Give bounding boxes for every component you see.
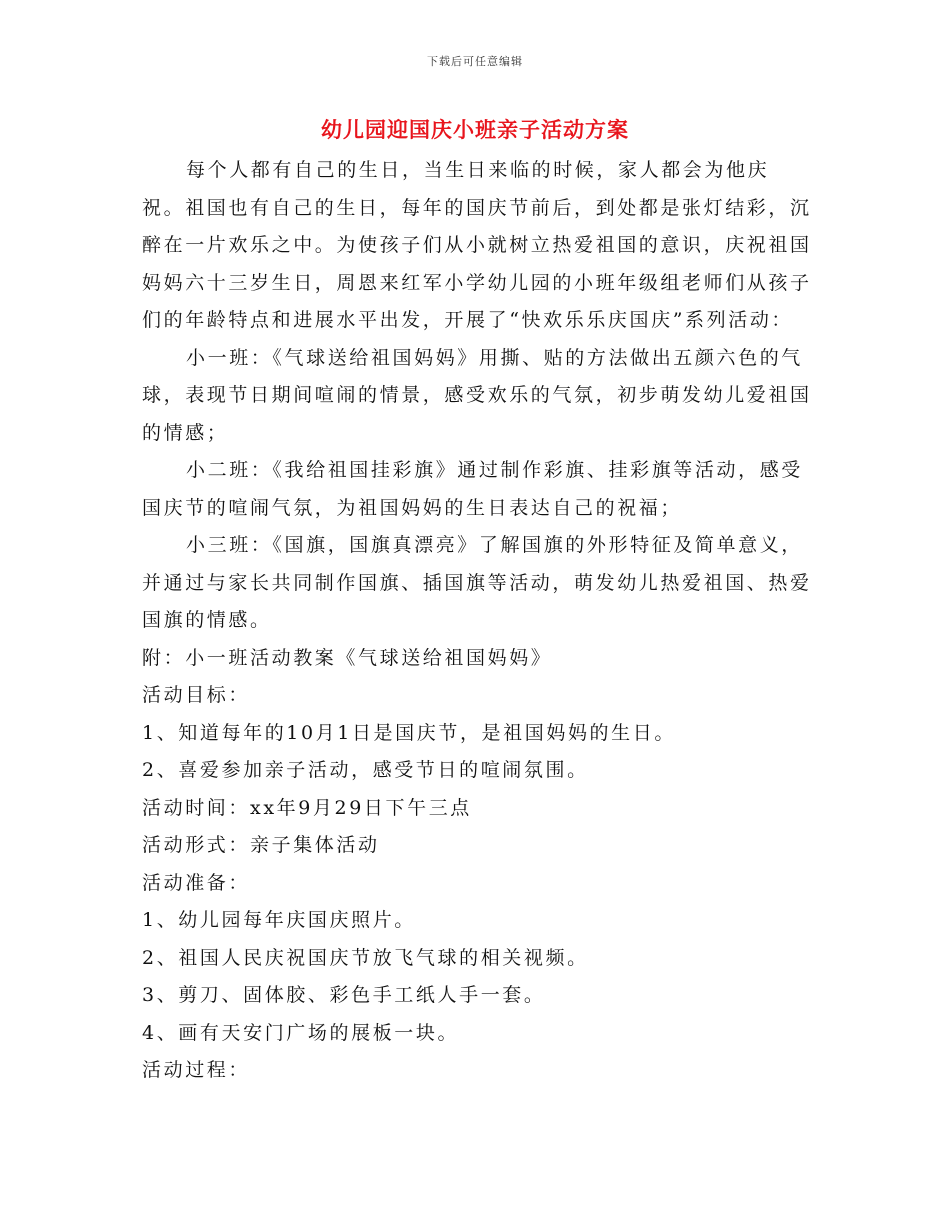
class-two-paragraph: 小二班：《我给祖国挂彩旗》通过制作彩旗、挂彩旗等活动，感受国庆节的喧闹气氛，为祖国妈妈的生日表达自己的祝福；: [142, 459, 803, 519]
preparation-item-4: 4、画有天安门广场的展板一块。: [142, 1021, 460, 1044]
goal-item-2: 2、喜爱参加亲子活动，感受节日的喧闹氛围。: [142, 759, 589, 781]
document-body: [142, 152, 812, 1090]
page-header-note: 下载后可任意编辑: [427, 55, 523, 68]
activity-form-line: 活动形式：亲子集体活动: [142, 834, 380, 856]
activity-time-line: 活动时间：xx年9月29日下午三点: [142, 796, 472, 819]
appendix-line: 附：小一班活动教案《气球送给祖国妈妈》: [142, 646, 553, 669]
goal-item-1: 1、知道每年的10月1日是国庆节，是祖国妈妈的生日。: [142, 721, 676, 744]
intro-paragraph: 每个人都有自己的生日，当生日来临的时候，家人都会为他庆祝。祖国也有自己的生日，每年的国庆节前后，到处都是张灯结彩，沉醉在一片欢乐之中。为使孩子们从小就树立热爱祖国的意识，庆祝祖国妈妈六十三岁生日，周恩来红军小学幼儿园的小班年级组老师们从孩子们的年龄特点和进展水平出发，开展了“快欢乐乐庆国庆”系列活动：: [142, 159, 812, 331]
document-title: 幼儿园迎国庆小班亲子活动方案: [321, 117, 629, 142]
class-one-paragraph: 小一班：《气球送给祖国妈妈》用撕、贴的方法做出五颜六色的气球，表现节日期间喧闹的情景，感受欢乐的气氛，初步萌发幼儿爱祖国的情感；: [142, 346, 812, 444]
section-heading-process: 活动过程：: [142, 1059, 251, 1081]
preparation-item-2: 2、祖国人民庆祝国庆节放飞气球的相关视频。: [142, 946, 589, 969]
preparation-item-1: 1、幼儿园每年庆国庆照片。: [142, 909, 416, 931]
section-heading-preparation: 活动准备：: [142, 871, 251, 894]
class-three-paragraph: 小三班：《国旗，国旗真漂亮》了解国旗的外形特征及简单意义，并通过与家长共同制作国旗、插国旗等活动，萌发幼儿热爱祖国、热爱国旗的情感。: [142, 534, 812, 631]
preparation-item-3: 3、剪刀、固体胶、彩色手工纸人手一套。: [142, 984, 546, 1006]
section-heading-goals: 活动目标：: [142, 684, 251, 706]
